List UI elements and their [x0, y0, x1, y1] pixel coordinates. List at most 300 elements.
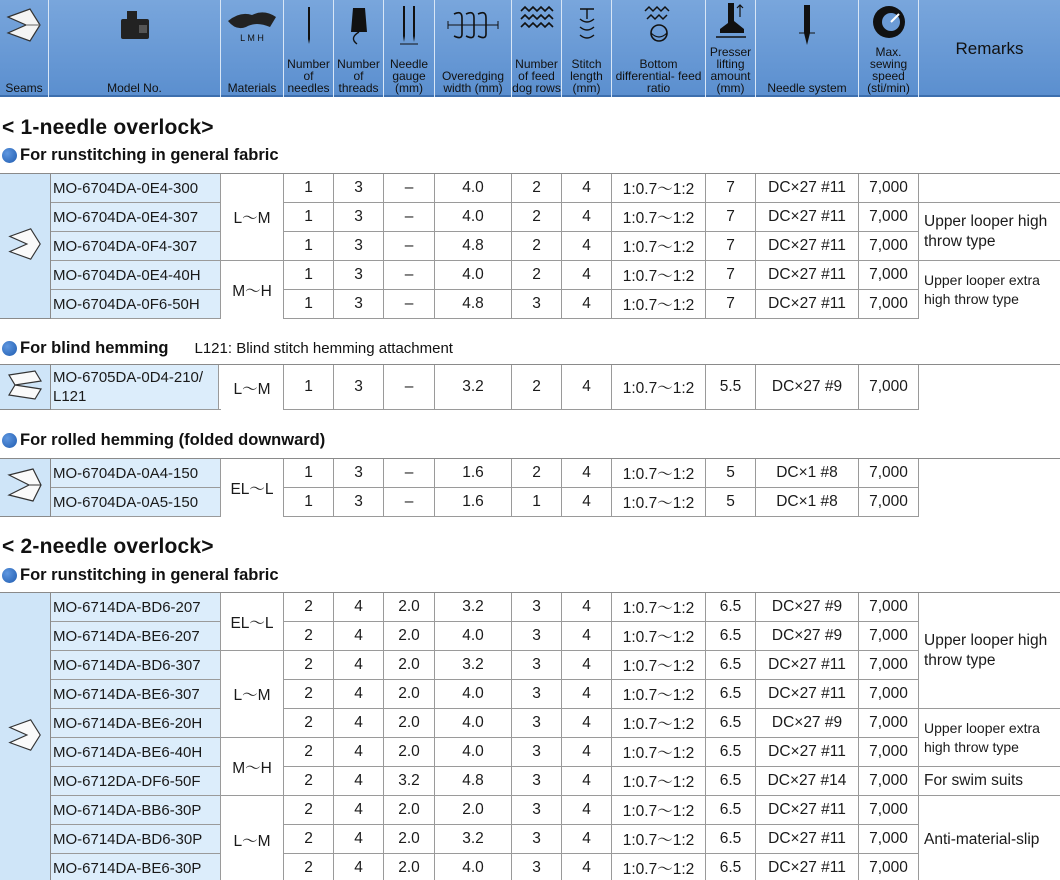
cell-system: DC×27 #11 [756, 174, 859, 202]
cell-lift: 5.5 [706, 365, 756, 409]
cell-speed: 7,000 [859, 796, 919, 824]
cell-needles: 2 [284, 709, 334, 737]
cell-speed: 7,000 [859, 680, 919, 708]
cell-width: 4.0 [435, 709, 512, 737]
cell-gauge: 3.2 [384, 767, 435, 795]
cell-feed: 2 [512, 203, 562, 231]
table-blind [0, 364, 1060, 410]
header-gauge [384, 0, 435, 97]
seam-cell [0, 459, 51, 516]
subsection-rolled-label: For rolled hemming (folded downward) [20, 431, 326, 449]
cell-gauge: 2.0 [384, 651, 435, 679]
seam-cell [0, 365, 51, 409]
table-row [51, 232, 1060, 261]
cell-stitch: 4 [562, 854, 612, 880]
cell-width: 1.6 [435, 488, 512, 516]
cell-stitch: 4 [562, 174, 612, 202]
material-scale-text: L M H [240, 33, 264, 43]
cell-materials: L～M [221, 796, 284, 880]
header-needles-label: Number of needles [287, 57, 330, 95]
cell-needles: 2 [284, 767, 334, 795]
cell-stitch: 4 [562, 622, 612, 650]
cell-gauge: – [384, 488, 435, 516]
table-row [51, 825, 1060, 854]
cell-stitch: 4 [562, 488, 612, 516]
overedging-width-icon [435, 0, 511, 50]
cell-feed: 3 [512, 651, 562, 679]
cell-lift: 7 [706, 174, 756, 202]
cell-feed: 2 [512, 365, 562, 409]
subsection-runstitch-1-label: For runstitching in general fabric [20, 146, 279, 164]
table-row [51, 488, 1060, 517]
table-row [51, 459, 1060, 488]
cell-system: DC×27 #14 [756, 767, 859, 795]
bullet-icon [2, 341, 17, 356]
cell-system: DC×27 #11 [756, 854, 859, 880]
table-row [51, 651, 1060, 680]
cell-needles: 2 [284, 854, 334, 880]
cell-width: 4.0 [435, 261, 512, 289]
cell-stitch: 4 [562, 290, 612, 318]
header-needle-system [756, 0, 859, 97]
cell-ratio: 1:0.7～1:2 [612, 232, 706, 260]
cell-feed: 3 [512, 825, 562, 853]
cell-width: 4.0 [435, 203, 512, 231]
cell-threads: 4 [334, 738, 384, 766]
cell-stitch: 4 [562, 825, 612, 853]
cell-feed: 3 [512, 680, 562, 708]
cell-gauge: – [384, 174, 435, 202]
cell-lift: 7 [706, 290, 756, 318]
header-needle-system-label: Needle system [767, 81, 847, 95]
cell-materials: EL～L [221, 593, 284, 651]
cell-system: DC×27 #11 [756, 825, 859, 853]
cell-gauge: – [384, 459, 435, 487]
table-row [51, 767, 1060, 796]
header-overedging-label: Overedging width (mm) [441, 69, 505, 95]
differential-feed-icon [612, 0, 705, 50]
cell-model: MO-6714DA-BD6-207 [51, 593, 221, 621]
needle-icon [284, 0, 333, 50]
subsection-rolled [2, 431, 325, 450]
cell-gauge: – [384, 261, 435, 289]
cell-stitch: 4 [562, 459, 612, 487]
cell-feed: 3 [512, 738, 562, 766]
cell-model: MO-6712DA-DF6-50F [51, 767, 221, 795]
cell-system: DC×1 #8 [756, 459, 859, 487]
cell-lift: 7 [706, 261, 756, 289]
cell-ratio: 1:0.7～1:2 [612, 622, 706, 650]
cell-lift: 6.5 [706, 738, 756, 766]
cell-system: DC×1 #8 [756, 488, 859, 516]
table-row [51, 854, 1060, 880]
cell-ratio: 1:0.7～1:2 [612, 854, 706, 880]
seam-fold-icon [6, 225, 44, 268]
cell-ratio: 1:0.7～1:2 [612, 593, 706, 621]
cell-stitch: 4 [562, 709, 612, 737]
cell-model: MO-6704DA-0F4-307 [51, 232, 221, 260]
table-row [51, 203, 1060, 232]
header-speed [859, 0, 919, 97]
cell-speed: 7,000 [859, 488, 919, 516]
cell-system: DC×27 #11 [756, 680, 859, 708]
cell-width: 4.0 [435, 622, 512, 650]
subsection-runstitch-1 [2, 146, 279, 165]
cell-speed: 7,000 [859, 459, 919, 487]
cell-gauge: 2.0 [384, 854, 435, 880]
cell-speed: 7,000 [859, 825, 919, 853]
cell-system: DC×27 #11 [756, 232, 859, 260]
cell-model: MO-6714DA-BE6-20H [51, 709, 221, 737]
cell-feed: 2 [512, 232, 562, 260]
cell-gauge: 2.0 [384, 825, 435, 853]
cell-system: DC×27 #9 [756, 622, 859, 650]
cell-ratio: 1:0.7～1:2 [612, 651, 706, 679]
fabric-icon [221, 0, 283, 50]
feed-dog-icon [512, 0, 561, 36]
subsection-blind [2, 339, 453, 358]
cell-model: MO-6714DA-BE6-307 [51, 680, 221, 708]
cell-system: DC×27 #9 [756, 709, 859, 737]
cell-needles: 2 [284, 651, 334, 679]
cell-stitch: 4 [562, 796, 612, 824]
cell-remarks: Upper looper extra high throw type [919, 709, 1060, 767]
cell-ratio: 1:0.7～1:2 [612, 709, 706, 737]
table-row [51, 796, 1060, 825]
cell-feed: 3 [512, 622, 562, 650]
cell-ratio: 1:0.7～1:2 [612, 680, 706, 708]
header-materials [221, 0, 284, 97]
cell-ratio: 1:0.7～1:2 [612, 261, 706, 289]
header-feeddog [512, 0, 562, 97]
cell-lift: 6.5 [706, 709, 756, 737]
cell-threads: 4 [334, 796, 384, 824]
cell-remarks: Upper looper high throw type [919, 203, 1060, 261]
cell-ratio: 1:0.7～1:2 [612, 174, 706, 202]
cell-system: DC×27 #11 [756, 290, 859, 318]
cell-lift: 6.5 [706, 767, 756, 795]
cell-width: 1.6 [435, 459, 512, 487]
cell-width: 3.2 [435, 825, 512, 853]
header-seams-label: Seams [5, 81, 43, 95]
table-header [0, 0, 1060, 97]
cell-stitch: 4 [562, 651, 612, 679]
header-model [49, 0, 221, 97]
header-speed-label: Max. sewing speed (sti/min) [867, 45, 910, 95]
cell-needles: 2 [284, 796, 334, 824]
seam-blind-icon [5, 367, 45, 408]
cell-ratio: 1:0.7～1:2 [612, 767, 706, 795]
cell-threads: 4 [334, 709, 384, 737]
cell-ratio: 1:0.7～1:2 [612, 738, 706, 766]
cell-threads: 3 [334, 261, 384, 289]
seam-fold-icon [0, 0, 48, 50]
cell-system: DC×27 #9 [756, 593, 859, 621]
section-2-needle: < 2-needle overlock> [2, 535, 214, 558]
speedometer-icon [859, 0, 918, 44]
seam-cell [0, 174, 51, 318]
table-rolled [0, 458, 1060, 517]
header-needles [284, 0, 334, 97]
cell-model: MO-6704DA-0A4-150 [51, 459, 221, 487]
cell-materials: M～H [221, 738, 284, 796]
needle-gauge-icon [384, 0, 434, 50]
cell-remarks: Upper looper extra high throw type [919, 261, 1060, 319]
cell-speed: 7,000 [859, 203, 919, 231]
cell-threads: 4 [334, 622, 384, 650]
table-runstitch-1 [0, 173, 1060, 319]
table-row [51, 174, 1060, 203]
cell-width: 4.0 [435, 738, 512, 766]
cell-ratio: 1:0.7～1:2 [612, 825, 706, 853]
subsection-blind-label: For blind hemming [20, 339, 169, 357]
cell-needles: 1 [284, 232, 334, 260]
cell-needles: 1 [284, 290, 334, 318]
header-diff-label: Bottom differential- feed ratio [615, 57, 702, 95]
cell-model: MO-6704DA-0F6-50H [51, 290, 221, 318]
header-model-label: Model No. [107, 81, 162, 95]
header-presser-label: Presser lifting amount (mm) [709, 45, 752, 95]
table-row [51, 738, 1060, 767]
stitch-length-icon [562, 0, 611, 50]
header-diff [612, 0, 706, 97]
cell-remarks [919, 365, 1060, 410]
cell-threads: 3 [334, 365, 384, 409]
cell-model: MO-6714DA-BB6-30P [51, 796, 221, 824]
cell-feed: 3 [512, 709, 562, 737]
cell-stitch: 4 [562, 261, 612, 289]
seam-fold-icon [6, 716, 44, 759]
cell-width: 4.8 [435, 767, 512, 795]
cell-threads: 4 [334, 854, 384, 880]
cell-gauge: 2.0 [384, 796, 435, 824]
header-presser [706, 0, 756, 97]
cell-width: 2.0 [435, 796, 512, 824]
cell-gauge: – [384, 232, 435, 260]
cell-ratio: 1:0.7～1:2 [612, 796, 706, 824]
table-runstitch-2 [0, 592, 1060, 880]
table-row [51, 593, 1060, 622]
cell-threads: 3 [334, 174, 384, 202]
cell-model: MO-6704DA-0E4-40H [51, 261, 221, 289]
cell-lift: 6.5 [706, 825, 756, 853]
section-1-needle: < 1-needle overlock> [2, 116, 214, 139]
cell-speed: 7,000 [859, 738, 919, 766]
cell-stitch: 4 [562, 365, 612, 409]
needle-point-icon [756, 0, 858, 50]
cell-lift: 7 [706, 232, 756, 260]
cell-remarks: For swim suits [919, 767, 1060, 796]
cell-lift: 5 [706, 459, 756, 487]
header-feeddog-label: Number of feed dog rows [512, 57, 561, 95]
table-row [51, 290, 1060, 319]
cell-ratio: 1:0.7～1:2 [612, 459, 706, 487]
cell-materials: EL～L [221, 459, 284, 517]
cell-width: 4.0 [435, 174, 512, 202]
cell-remarks [919, 174, 1060, 203]
cell-width: 3.2 [435, 593, 512, 621]
cell-threads: 4 [334, 680, 384, 708]
cell-speed: 7,000 [859, 261, 919, 289]
cell-system: DC×27 #11 [756, 796, 859, 824]
cell-needles: 2 [284, 825, 334, 853]
cell-speed: 7,000 [859, 365, 919, 409]
cell-speed: 7,000 [859, 174, 919, 202]
cell-stitch: 4 [562, 203, 612, 231]
cell-threads: 4 [334, 593, 384, 621]
cell-width: 4.0 [435, 680, 512, 708]
cell-needles: 1 [284, 488, 334, 516]
cell-materials: M～H [221, 261, 284, 319]
cell-model: MO-6714DA-BD6-307 [51, 651, 221, 679]
cell-threads: 4 [334, 767, 384, 795]
cell-lift: 6.5 [706, 680, 756, 708]
seam-rolled-icon [5, 465, 45, 510]
cell-model: MO-6705DA-0D4-210/ L121 [51, 365, 219, 409]
cell-width: 3.2 [435, 365, 512, 409]
cell-needles: 1 [284, 459, 334, 487]
cell-needles: 2 [284, 593, 334, 621]
cell-lift: 6.5 [706, 651, 756, 679]
cell-gauge: 2.0 [384, 593, 435, 621]
cell-materials: L～M [221, 365, 284, 410]
header-remarks [919, 0, 1060, 97]
cell-threads: 4 [334, 651, 384, 679]
cell-ratio: 1:0.7～1:2 [612, 203, 706, 231]
cell-width: 3.2 [435, 651, 512, 679]
cell-needles: 1 [284, 365, 334, 409]
cell-system: DC×27 #11 [756, 203, 859, 231]
header-stitch-label: Stitch length (mm) [570, 57, 603, 95]
cell-gauge: 2.0 [384, 622, 435, 650]
cell-threads: 3 [334, 290, 384, 318]
cell-system: DC×27 #9 [756, 365, 859, 409]
cell-gauge: 2.0 [384, 680, 435, 708]
cell-materials: L～M [221, 651, 284, 738]
cell-model: MO-6704DA-0A5-150 [51, 488, 221, 516]
cell-stitch: 4 [562, 680, 612, 708]
cell-stitch: 4 [562, 593, 612, 621]
cell-remarks: Upper looper high throw type [919, 593, 1060, 709]
cell-feed: 3 [512, 593, 562, 621]
cell-threads: 3 [334, 203, 384, 231]
header-overedging [435, 0, 512, 97]
cell-needles: 2 [284, 680, 334, 708]
cell-speed: 7,000 [859, 854, 919, 880]
cell-width: 4.0 [435, 854, 512, 880]
cell-feed: 3 [512, 767, 562, 795]
bullet-icon [2, 148, 17, 163]
cell-feed: 1 [512, 488, 562, 516]
cell-lift: 7 [706, 203, 756, 231]
cell-width: 4.8 [435, 232, 512, 260]
cell-system: DC×27 #11 [756, 738, 859, 766]
cell-speed: 7,000 [859, 622, 919, 650]
header-gauge-label: Needle gauge (mm) [389, 57, 429, 95]
cell-feed: 2 [512, 174, 562, 202]
cell-remarks: Anti-material-slip [919, 796, 1060, 880]
cell-lift: 6.5 [706, 796, 756, 824]
cell-feed: 3 [512, 796, 562, 824]
bullet-icon [2, 433, 17, 448]
cell-remarks [919, 459, 1060, 517]
cell-ratio: 1:0.7～1:2 [612, 488, 706, 516]
cell-feed: 2 [512, 261, 562, 289]
cell-speed: 7,000 [859, 651, 919, 679]
cell-threads: 3 [334, 488, 384, 516]
table-row [51, 709, 1060, 738]
cell-needles: 1 [284, 174, 334, 202]
cell-needles: 2 [284, 622, 334, 650]
cell-system: DC×27 #11 [756, 261, 859, 289]
cell-needles: 1 [284, 203, 334, 231]
seam-cell [0, 593, 51, 880]
cell-lift: 6.5 [706, 593, 756, 621]
cell-speed: 7,000 [859, 709, 919, 737]
cell-model: MO-6714DA-BE6-40H [51, 738, 221, 766]
header-materials-label: Materials [227, 81, 277, 95]
cell-gauge: – [384, 365, 435, 409]
cell-gauge: 2.0 [384, 738, 435, 766]
cell-stitch: 4 [562, 738, 612, 766]
cell-ratio: 1:0.7～1:2 [612, 365, 706, 409]
cell-model: MO-6704DA-0E4-300 [51, 174, 221, 202]
cell-gauge: – [384, 290, 435, 318]
cell-feed: 3 [512, 290, 562, 318]
cell-gauge: 2.0 [384, 709, 435, 737]
cell-stitch: 4 [562, 232, 612, 260]
cell-needles: 1 [284, 261, 334, 289]
cell-threads: 3 [334, 232, 384, 260]
cell-model: MO-6714DA-BE6-207 [51, 622, 221, 650]
cell-speed: 7,000 [859, 767, 919, 795]
cell-system: DC×27 #11 [756, 651, 859, 679]
presser-foot-icon [706, 0, 755, 40]
bullet-icon [2, 568, 17, 583]
subsection-runstitch-2 [2, 566, 279, 585]
cell-materials: L～M [221, 174, 284, 261]
cell-threads: 4 [334, 825, 384, 853]
cell-speed: 7,000 [859, 232, 919, 260]
header-stitch [562, 0, 612, 97]
cell-feed: 2 [512, 459, 562, 487]
cell-gauge: – [384, 203, 435, 231]
cell-lift: 5 [706, 488, 756, 516]
table-row [51, 261, 1060, 290]
cell-threads: 3 [334, 459, 384, 487]
table-row [51, 680, 1060, 709]
table-row [51, 622, 1060, 651]
cell-feed: 3 [512, 854, 562, 880]
header-remarks-label: Remarks [955, 38, 1024, 58]
cell-lift: 6.5 [706, 854, 756, 880]
header-threads [334, 0, 384, 97]
cell-needles: 2 [284, 738, 334, 766]
header-threads-label: Number of threads [337, 57, 380, 95]
cell-stitch: 4 [562, 767, 612, 795]
cell-width: 4.8 [435, 290, 512, 318]
subsection-blind-note: L121: Blind stitch hemming attachment [194, 340, 453, 357]
cell-lift: 6.5 [706, 622, 756, 650]
cell-ratio: 1:0.7～1:2 [612, 290, 706, 318]
thread-spool-icon [334, 0, 383, 50]
cell-speed: 7,000 [859, 290, 919, 318]
cell-model: MO-6714DA-BE6-30P [51, 854, 221, 880]
cell-speed: 7,000 [859, 593, 919, 621]
subsection-runstitch-2-label: For runstitching in general fabric [20, 566, 279, 584]
cell-model: MO-6714DA-BD6-30P [51, 825, 221, 853]
cell-model: MO-6704DA-0E4-307 [51, 203, 221, 231]
